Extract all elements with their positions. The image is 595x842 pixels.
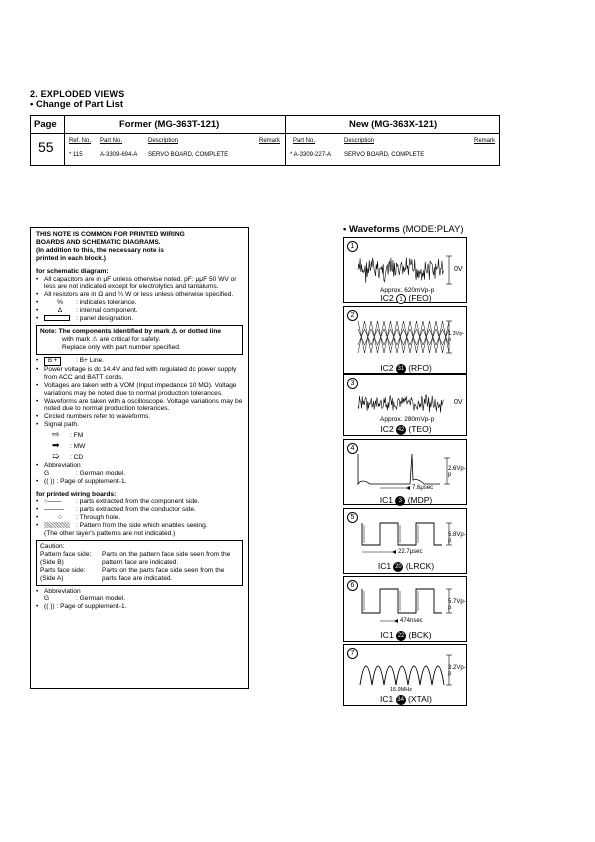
col-page: Page bbox=[34, 119, 57, 130]
former-part: A-3309-694-A bbox=[100, 152, 138, 158]
outline-arrow-icon: ⇨ bbox=[52, 429, 60, 440]
new-remark-header: Remark bbox=[474, 138, 496, 144]
waveform-panel-5: 5 5.8Vp-p 22.7μsec IC1 20 (LRCK) bbox=[343, 508, 467, 574]
note-internal: • Δ : internal component. bbox=[36, 307, 243, 315]
schematic-title: for schematic diagram: bbox=[36, 267, 109, 275]
note-abbreviation: • Abbreviation bbox=[36, 462, 243, 470]
new-part: * A-3309-227-A bbox=[290, 152, 332, 158]
panel-box-icon bbox=[44, 315, 76, 323]
note-supplement: • (( )) : Page of supplement-1. bbox=[36, 478, 243, 486]
note-power: • Power voltage is dc 14.4V and fed with regulated dc power supply from ACC and BATT cords. bbox=[36, 366, 243, 382]
note-panel: • : panel designation. bbox=[36, 315, 243, 323]
through-hole-icon: ○ bbox=[58, 514, 62, 522]
signal-fm: ⇨ : FM bbox=[52, 429, 84, 440]
former-ref: * 115 bbox=[69, 152, 83, 158]
former-ref-header: Ref. No. bbox=[69, 138, 92, 144]
waveform-caption-4: IC1 3 (MDP) bbox=[379, 495, 433, 505]
waveform-panel-6: 6 5.7Vp-p 474nsec IC1 22 (BCK) bbox=[343, 576, 467, 642]
common-note-box bbox=[30, 227, 249, 689]
signal-mw: ➡ : MW bbox=[52, 440, 86, 451]
abbrev-german: G : German model. bbox=[44, 469, 126, 477]
note-supplement-2: • (( )) : Page of supplement-1. bbox=[36, 603, 243, 611]
col-former: Former (MG-363T-121) bbox=[119, 119, 220, 130]
pwb-through-hole: • ○ : Through hole. bbox=[36, 514, 243, 522]
note-capacitors: • All capacitors are in μF unless otherwise noted. pF: μμF 50 WV or less are not indicated except for electrolytics and tantalums. bbox=[36, 276, 243, 292]
abbrev-german-2: G : German model. bbox=[44, 595, 126, 603]
section-title: 2. EXPLODED VIEWS bbox=[30, 89, 125, 99]
waveform-panel-1: 1 0V Approx. 620mVp-p IC2 1 (FEO) bbox=[343, 237, 467, 303]
caution-box: Caution: Pattern face side: (Side B) Parts on the pattern face side seen from the pattern face are indicated. Parts face side: (Side A) Parts on the parts face side seen from the parts face are indicated. bbox=[36, 540, 243, 586]
striped-arrow-icon: ➯ bbox=[52, 450, 60, 461]
note-signal: • Signal path. bbox=[36, 421, 243, 429]
pwb-other-layer: (The other layer's patterns are not indicated.) bbox=[44, 530, 176, 538]
new-desc-header: Description bbox=[344, 138, 375, 144]
signal-cd: ➯ : CD bbox=[52, 450, 84, 461]
note-header-1: THIS NOTE IS COMMON FOR PRINTED WIRING bbox=[36, 231, 185, 238]
component-side-icon: ○—— bbox=[44, 498, 62, 506]
waveform-caption-6: IC1 22 (BCK) bbox=[380, 630, 432, 640]
note-waveforms: • Waveforms are taken with a oscilloscope. Voltage variations may be noted due to normal production tolerances. bbox=[36, 398, 243, 414]
note-header-3: (In addition to this, the necessary note is bbox=[36, 246, 164, 254]
note-header-4: printed in each block.) bbox=[36, 254, 106, 262]
former-part-header: Part No. bbox=[100, 138, 123, 144]
note-header-2: BOARDS AND SCHEMATIC DIAGRAMS. bbox=[36, 238, 161, 246]
former-desc-header: Description bbox=[148, 138, 179, 144]
pwb-title: for printed wiring boards: bbox=[36, 490, 117, 498]
note-abbreviation-2: • Abbreviation bbox=[36, 588, 243, 596]
conductor-side-icon: ——— bbox=[44, 506, 64, 514]
note-circled: • Circled numbers refer to waveforms. bbox=[36, 413, 243, 421]
note-voltages: • Voltages are taken with a VOM (Input impedance 10 MΩ). Voltage variations may be noted due to normal production tolerances. bbox=[36, 382, 243, 398]
safety-note-box: Note: The components identified by mark ⚠ or dotted line with mark ⚠ are critical for safety. Replace only with part number specified. bbox=[36, 325, 243, 355]
parts-change-table bbox=[30, 115, 500, 166]
pwb-conductor-side: • ——— : parts extracted from the conductor side. bbox=[36, 506, 243, 514]
pattern-hatch-icon bbox=[44, 522, 76, 530]
former-remark-header: Remark bbox=[259, 138, 281, 144]
solid-arrow-icon: ➡ bbox=[52, 440, 60, 451]
waveform-caption-3: IC2 42 (TEO) bbox=[380, 424, 432, 434]
col-new: New (MG-363X-121) bbox=[349, 119, 438, 130]
waveform-caption-5: IC1 20 (LRCK) bbox=[377, 561, 435, 571]
section-subtitle: • Change of Part List bbox=[30, 99, 124, 110]
waveform-panel-3: 3 0V Approx. 280mVp-p IC2 42 (TEO) bbox=[343, 374, 467, 436]
pwb-component-side: • ○—— : parts extracted from the component side. bbox=[36, 498, 243, 506]
waveform-panel-7: 7 3.2Vp-p 16.9MHz IC1 34 (XTAI) bbox=[343, 644, 467, 706]
waveforms-title: • Waveforms (MODE:PLAY) bbox=[343, 224, 464, 235]
waveform-caption-2: IC2 31 (RFO) bbox=[380, 363, 432, 373]
pwb-pattern: • : Pattern from the side which enables seeing. bbox=[36, 522, 243, 530]
new-part-header: Part No. bbox=[293, 138, 316, 144]
waveform-panel-2: 2 1.3Vp-p IC2 31 (RFO) bbox=[343, 306, 467, 374]
note-resistors: • All resistors are in Ω and ¼ W or less unless otherwise specified. bbox=[36, 291, 243, 299]
page-number: 55 bbox=[38, 139, 54, 155]
waveform-caption-7: IC1 34 (XTAI) bbox=[380, 694, 432, 704]
note-tolerance: • % : indicates tolerance. bbox=[36, 299, 243, 307]
new-desc: SERVO BOARD, COMPLETE bbox=[344, 152, 425, 158]
note-bplus: • B + : B+ Line. bbox=[36, 357, 243, 366]
waveform-caption-1: IC2 1 (FEO) bbox=[380, 293, 432, 303]
waveform-panel-4: 4 2.6Vp-p 7.6μsec IC1 3 (MDP) bbox=[343, 439, 467, 505]
former-desc: SERVO BOARD, COMPLETE bbox=[148, 152, 229, 158]
